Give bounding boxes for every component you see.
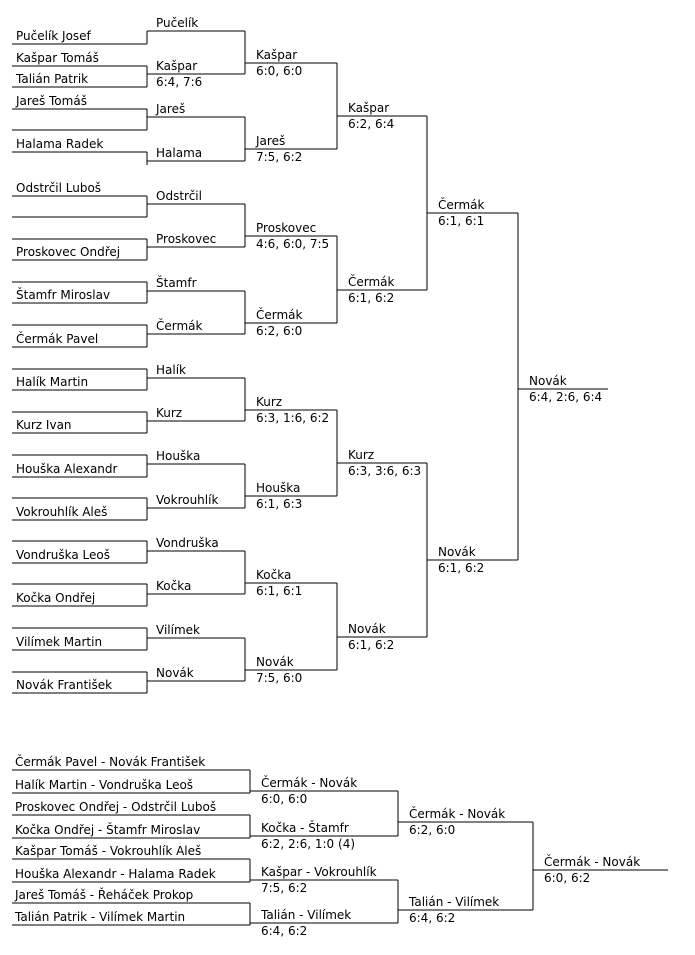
singles-r4-2-score: 6:3, 3:6, 6:3 [348,464,422,478]
doubles-winner-score: 6:0, 6:2 [544,871,591,885]
singles-r3-6-score: 6:1, 6:1 [256,584,303,598]
singles-r1-player-14: Kočka Ondřej [16,591,96,605]
singles-r1-player-15: Vilímek Martin [16,635,103,649]
singles-r4-3-score: 6:1, 6:2 [348,638,395,652]
singles-r5-1-name: Novák [438,545,476,559]
doubles-r2-1-name: Kočka - Štamfr [261,821,349,835]
singles-r2-3-name: Halama [156,146,203,160]
singles-r1-player-11: Houška Alexandr [16,462,118,476]
doubles-r1-pair-7: Talián Patrik - Vilímek Martin [15,910,186,924]
singles-r3-2-name: Proskovec [256,221,317,235]
singles-r3-4-score: 6:3, 1:6, 6:2 [256,411,330,425]
singles-r1-player-1: Kašpar Tomáš [16,51,99,65]
singles-r1-player-8: Čermák Pavel [16,332,99,346]
doubles-r2-1-score: 6:2, 2:6, 1:0 (4) [261,837,356,851]
singles-r4-0-name: Kašpar [348,101,390,115]
doubles-r2-2-name: Kašpar - Vokrouhlík [261,865,377,879]
singles-r4-0-score: 6:2, 6:4 [348,117,395,131]
doubles-r2-3-name: Talián - Vilímek [261,908,352,922]
doubles-r1-pair-3: Kočka Ondřej - Štamfr Miroslav [15,823,201,837]
doubles-r2-0-score: 6:0, 6:0 [261,792,308,806]
singles-r2-2-name: Jareš [156,102,186,116]
singles-r2-10-name: Houška [156,449,201,463]
doubles-r1-pair-2: Proskovec Ondřej - Odstrčil Luboš [15,800,217,814]
doubles-r1-pair-0: Čermák Pavel - Novák František [15,755,206,769]
singles-r2-11-name: Vokrouhlík [156,493,219,507]
doubles-r2-2-score: 7:5, 6:2 [261,881,308,895]
singles-r1-player-2: Talián Patrik [16,72,89,86]
singles-r1-player-5: Odstrčil Luboš [16,181,102,195]
singles-r1-player-3: Jareš Tomáš [16,94,87,108]
singles-r3-4-name: Kurz [256,395,283,409]
singles-r2-14-name: Vilímek [156,623,200,637]
singles-winner-score: 6:4, 2:6, 6:4 [529,390,603,404]
doubles-r3-1-name: Talián - Vilímek [409,895,500,909]
singles-r3-6-name: Kočka [256,568,292,582]
singles-r2-4-name: Odstrčil [156,189,202,203]
doubles-r3-1-score: 6:4, 6:2 [409,911,456,925]
singles-r5-0-name: Čermák [438,198,485,212]
singles-r4-1-name: Čermák [348,275,395,289]
singles-r3-5-name: Houška [256,481,301,495]
singles-r2-12-name: Vondruška [156,536,219,550]
singles-r2-1-score: 6:4, 7:6 [156,75,203,89]
doubles-winner-name: Čermák - Novák [544,855,641,869]
singles-r3-1-name: Jareš [256,134,286,148]
singles-r1-player-0: Pučelík Josef [16,29,91,43]
singles-r1-player-16: Novák František [16,678,113,692]
doubles-r1-pair-1: Halík Martin - Vondruška Leoš [15,778,194,792]
doubles-r3-0-score: 6:2, 6:0 [409,823,456,837]
singles-winner-name: Novák [529,374,567,388]
singles-r3-0-score: 6:0, 6:0 [256,64,303,78]
singles-r3-3-score: 6:2, 6:0 [256,324,303,338]
singles-r5-0-score: 6:1, 6:1 [438,214,485,228]
singles-r5-1-score: 6:1, 6:2 [438,561,485,575]
singles-r1-player-10: Kurz Ivan [16,418,72,432]
singles-r3-3-name: Čermák [256,308,303,322]
singles-r3-2-score: 4:6, 6:0, 7:5 [256,237,330,251]
singles-r3-0-name: Kašpar [256,48,298,62]
singles-r1-player-12: Vokrouhlík Aleš [16,505,108,519]
singles-r3-7-name: Novák [256,655,294,669]
singles-r1-player-6: Proskovec Ondřej [16,245,121,259]
singles-r4-2-name: Kurz [348,448,375,462]
doubles-r1-pair-5: Houška Alexandr - Halama Radek [15,867,216,881]
doubles-r3-0-name: Čermák - Novák [409,807,506,821]
singles-r4-1-score: 6:1, 6:2 [348,291,395,305]
singles-r2-9-name: Kurz [156,406,183,420]
doubles-r2-0-name: Čermák - Novák [261,776,358,790]
singles-r2-15-name: Novák [156,666,194,680]
doubles-r2-3-score: 6:4, 6:2 [261,924,308,938]
singles-r3-7-score: 7:5, 6:0 [256,671,303,685]
doubles-r1-pair-6: Jareš Tomáš - Řeháček Prokop [15,888,194,902]
doubles-r1-pair-4: Kašpar Tomáš - Vokrouhlík Aleš [15,844,202,858]
singles-r2-7-name: Čermák [156,319,203,333]
singles-r2-0-name: Pučelík [156,16,199,30]
singles-r3-5-score: 6:1, 6:3 [256,497,303,511]
singles-r1-player-4: Halama Radek [16,137,104,151]
singles-r2-13-name: Kočka [156,579,192,593]
singles-r1-player-13: Vondruška Leoš [16,548,110,562]
singles-r2-5-name: Proskovec [156,232,217,246]
singles-r3-1-score: 7:5, 6:2 [256,150,303,164]
singles-r1-player-9: Halík Martin [16,375,89,389]
singles-r2-8-name: Halík [156,363,186,377]
singles-r2-6-name: Štamfr [156,276,197,290]
singles-r1-player-7: Štamfr Miroslav [16,288,111,302]
singles-r2-1-name: Kašpar [156,59,198,73]
singles-r4-3-name: Novák [348,622,386,636]
